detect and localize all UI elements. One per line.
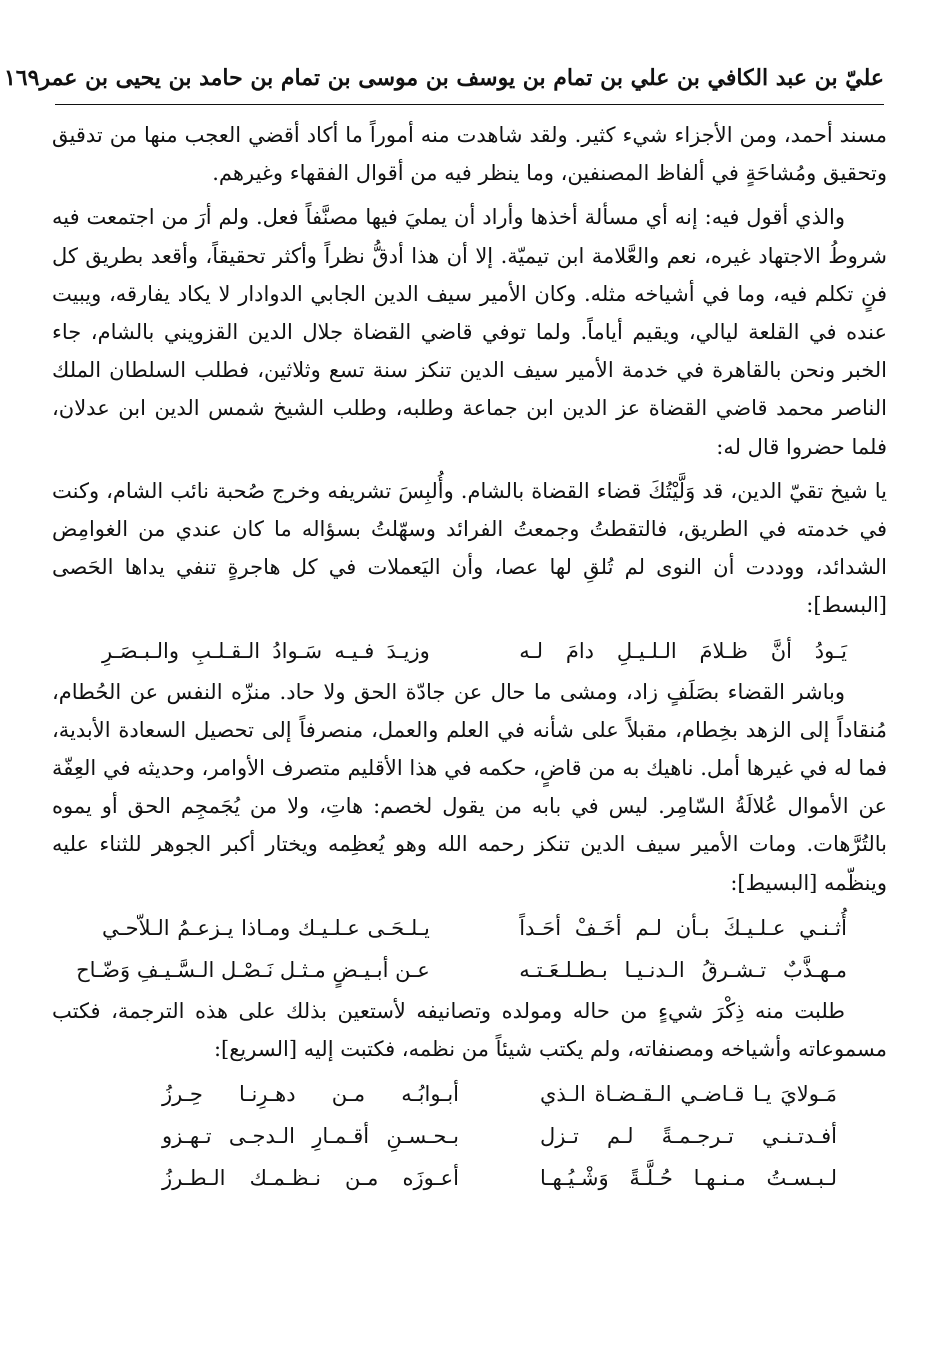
verse-hemistich-left: يـلـحَـى عـلـيـك ومـاذا يـزعـمُ الـلاّحـي <box>102 915 430 940</box>
verse-hemistich-right: مَـولايَ يـا قـاضـي الـقـضـاة الـذي <box>540 1082 837 1107</box>
page-number: ١٦٩ <box>3 65 40 91</box>
verse-hemistich-right: لـبـسـتُ مـنـهـا حُـلَّـةً وَشْـيُـهـا <box>540 1166 837 1191</box>
verse-hemistich-left: وزيـدَ فـيـه سَـوادُ الـقـلـبِ والـبـصَـرِ <box>102 638 430 663</box>
paragraph: طلبت منه ذِكْرَ شيءٍ من حاله ومولده وتصانيفه لأستعين بذلك على هذه الترجمة، فكتب مسموعاته وأشياخه ومصنفاته، ولم يكتب شيئاً من نظمه، فكتبت إليه [السريع]: <box>52 998 887 1062</box>
paragraph: يا شيخ تقيّ الدين، قد وَلَّيْتُكَ قضاء القضاة بالشام. وأُلبِسَ تشريفه وخرج صُحبة نائب الشام، وكنت في خدمته في الطريق، فالتقطتُ وجمعتُ الفرائد وسهّلتُ بسؤاله ما كان عندي من الغوامِض الشدائد، ووددت أن النوى لم تُلقِ لها عصا، وأن اليَعملات في كل هاجرةٍ تنفي يداها الحَصى [البسط]: <box>52 478 887 618</box>
verse-hemistich-right: أفـدتـنـي تـرجـمـةً لـم تـزل <box>540 1124 837 1149</box>
verse-hemistich-left: أبـوابُـه مـن دهـرِنـا حِـرزُ <box>162 1082 459 1107</box>
paragraph: والذي أقول فيه: إنه أي مسألة أخذها وأراد أن يمليَ فيها مصنَّفاً فعل. ولم أرَ من اجتمعت فيه شروطُ الاجتهاد غيره، نعم والعَّلامة ابن تيميّة. إلا أن هذا أدقُّ نظراً وأكثر تحقيقاً، وأقعد بطريق كل فنٍ تكلم فيه، وما في أشياخه مثله. وكان الأمير سيف الدين الجابي الدوادار لا يكاد يفارقه، ويبيت عنده في القلعة ليالي، ويقيم أياماً. ولما توفي قاضي القضاة جلال الدين القزويني بالشام، جاء الخبر ونحن بالقاهرة في خدمة الأمير سيف الدين تنكز سنة تسع وثلاثين، فطلب السلطان الملك الناصر محمد قاضي القضاة عز الدين ابن جماعة وطلبه، وطلب الشيخ شمس الدين ابن عدلان، فلما حضروا قال له: <box>52 205 887 459</box>
verse-hemistich-left: أعـوزَه مـن نـظـمـك الـطـرزُ <box>162 1166 459 1191</box>
verse-hemistich-left: عـن أبـيـضٍ مـثـل نَـصْـل الـسَّـيـفِ وَضّـاح <box>76 957 430 982</box>
verse-hemistich-left: بـحـسـنِ أقـمـارِ الـدجـى تـهـزو <box>162 1124 459 1149</box>
header-rule <box>55 104 884 105</box>
verse-line <box>52 1158 887 1198</box>
verse-hemistich-right: أُثـنـي عـلـيـكَ بـأن لـم أخَـفْ أحَـداً <box>519 915 847 940</box>
page-body <box>52 116 887 1352</box>
verse-line <box>52 1074 887 1114</box>
header-title: عليّ بن عبد الكافي بن علي بن تمام بن يوسف بن موسى بن تمام بن حامد بن يحيى بن عمر <box>39 65 884 91</box>
paragraph: مسند أحمد، ومن الأجزاء شيء كثير. ولقد شاهدت منه أموراً ما أكاد أقضي العجب منها من تدقيق وتحقيق ومُشاحَةٍ في ألفاظ المصنفين، وما ينظر فيه من أقوال الفقهاء وغيرهم. <box>52 123 887 186</box>
verse-line <box>52 950 887 990</box>
verse-line <box>52 631 887 671</box>
verse-hemistich-right: يَـودُ أنَّ ظـلامَ الـلـيـلِ دامَ لـه <box>519 638 847 663</box>
verse-line <box>52 908 887 948</box>
verse-line <box>52 1116 887 1156</box>
verse-hemistich-right: مـهـذَّبٌ تـشـرقُ الـدنـيـا بـطـلـعَـتـه <box>519 957 847 982</box>
paragraph: وباشر القضاء بصَلَفٍ زاد، ومشى ما حال عن جادّة الحق ولا حاد. منزّه النفس عن الحُطام، مُنقاداً إلى الزهد بخِطام، مقبلاً على شأنه في العلم والعمل، منصرفاً إلى تحصيل السعادة الأبدية، فما له في غيرها أمل. ناهيك به من قاضٍ، حكمه في هذا الأقليم متصرف الأوامر، وحديثه في العِفّة عن الأموال عُلالَةُ السّامِر. ليس في بابه من يقول لخصم: هاتِ، ولا من يُجَمجِم الحق أو يموه بالتُرَّهات. ومات الأمير سيف الدين تنكز رحمه الله وهو يُعظِمه ويختار أكبر الجوهر للثناء عليه وينظّمه [البسيط]: <box>52 679 887 895</box>
running-header <box>3 58 884 98</box>
